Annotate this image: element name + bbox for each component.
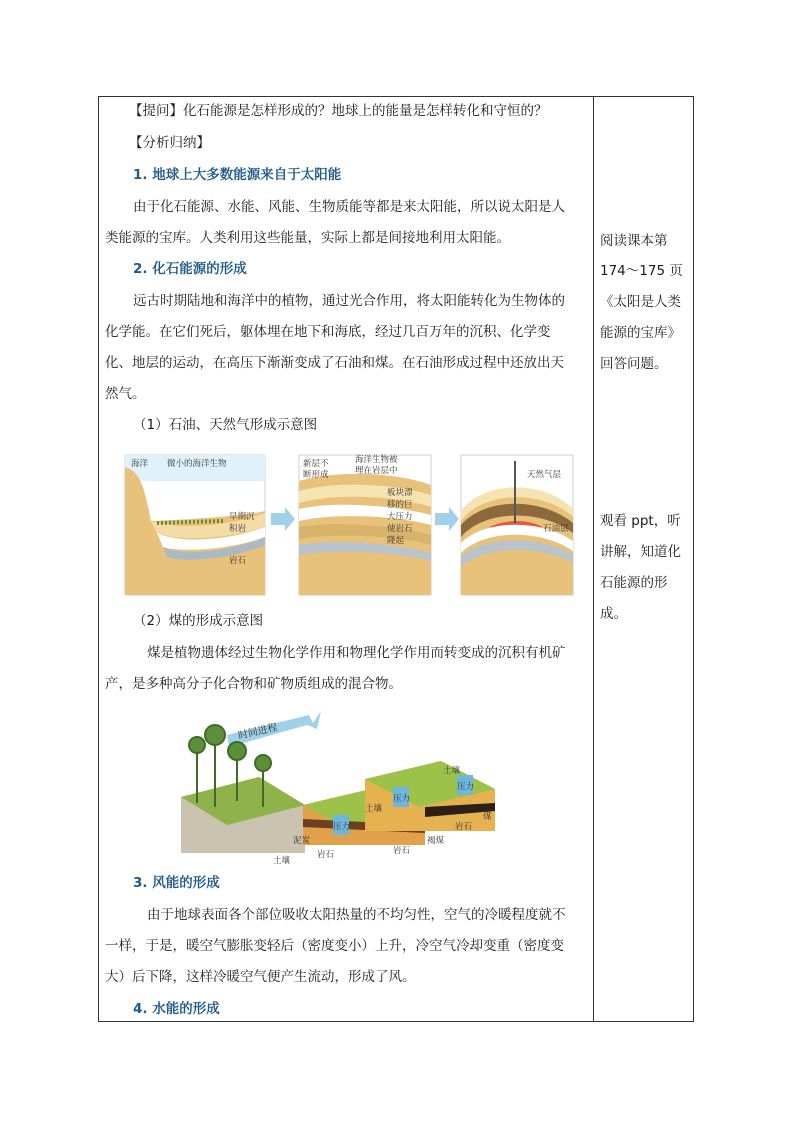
label-early-sediment-2: 积岩 — [229, 524, 247, 534]
label-rock-3: 岩石 — [317, 850, 335, 860]
section-2-title: 2. 化石能源的形成 — [133, 261, 247, 277]
label-sea-life-buried: 海洋生物被 — [355, 455, 398, 465]
label-new-layers-2: 断形成 — [303, 470, 329, 480]
coal-line: 煤是植物遗体经过生物化学作用和物理化学作用而转变成的沉积有机矿 — [147, 645, 566, 661]
figure-1-caption: （1）石油、天然气形成示意图 — [133, 417, 318, 433]
analysis-label: 【分析归纳】 — [129, 135, 210, 151]
label-oil-layer: 石油层 — [543, 524, 569, 534]
side-note-line: 回答问题。 — [600, 356, 668, 372]
section-2-line: 然气。 — [105, 386, 146, 402]
oil-panel-1 — [125, 455, 265, 595]
arrow-right — [271, 507, 295, 531]
label-rock-1: 岩石 — [393, 846, 411, 856]
label-pressure-3: 压力 — [457, 782, 475, 792]
side-note-line: 《太阳是人类 — [600, 294, 681, 310]
label-pressure-2: 压力 — [393, 794, 411, 804]
label-plate-drift-2: 移的巨 — [387, 500, 413, 510]
coal-line: 产，是多种高分子化合物和矿物质组成的混合物。 — [105, 676, 402, 692]
oil-panel-3 — [461, 455, 573, 595]
section-3-line: 大）后下降，这样冷暖空气便产生流动，形成了风。 — [105, 969, 416, 985]
oil-formation-diagram — [123, 451, 575, 597]
section-2-line: 化学能。在它们死后，躯体埋在地下和海底，经过几百万年的沉积、化学变 — [105, 324, 551, 340]
section-1-line: 由于化石能源、水能、风能、生物质能等都是来太阳能，所以说太阳是人 — [133, 199, 565, 215]
side-note-line: 174～175 页 — [600, 263, 683, 279]
label-coal: 煤 — [483, 812, 492, 822]
section-4-title: 4. 水能的形成 — [133, 1001, 220, 1017]
section-1-title: 1. 地球上大多数能源来自于太阳能 — [133, 167, 342, 183]
section-1-line: 类能源的宝库。人类利用这些能量，实际上都是间接地利用太阳能。 — [105, 230, 510, 246]
label-rock: 岩石 — [229, 556, 247, 566]
section-3-line: 由于地球表面各个部位吸收太阳热量的不均匀性，空气的冷暖程度就不 — [147, 907, 566, 923]
label-plate-drift-3: 大压力 — [387, 512, 413, 522]
label-plate-drift-4: 使岩石 — [387, 524, 413, 534]
label-lignite: 褐煤 — [427, 836, 445, 846]
label-soil-2: 土壤 — [365, 804, 383, 814]
arrow-right — [435, 507, 459, 531]
section-2-line: 远古时期陆地和海洋中的植物，通过光合作用，将太阳能转化为生物体的 — [133, 293, 565, 309]
label-soil-3: 土壤 — [443, 766, 461, 776]
content-column — [99, 97, 593, 1021]
figure-2-caption: （2）煤的形成示意图 — [133, 613, 264, 629]
activity-column — [594, 97, 694, 1021]
label-rock-2: 岩石 — [455, 822, 473, 832]
label-plate-drift: 板块漂 — [387, 488, 413, 498]
label-tiny-sea-life: 微小的海洋生物 — [167, 459, 227, 469]
question-line: 【提问】化石能源是怎样形成的？地球上的能量是怎样转化和守恒的？ — [129, 103, 548, 119]
oil-panel-2 — [299, 454, 431, 595]
section-2-line: 化、地层的运动，在高压下渐渐变成了石油和煤。在石油形成过程中还放出天 — [105, 355, 564, 371]
label-soil-1: 土壤 — [273, 856, 291, 866]
coal-formation-diagram — [179, 707, 497, 866]
label-gas-layer: 天然气层 — [527, 470, 562, 480]
label-early-sediment: 早期沉 — [229, 512, 255, 522]
label-time-progress: 时间进程 — [237, 722, 279, 742]
label-ocean: 海洋 — [131, 459, 149, 469]
side-note-line: 讲解，知道化 — [600, 544, 681, 560]
side-note-line: 成。 — [600, 606, 627, 622]
section-3-line: 一样，于是，暖空气膨胀变轻后（密度变小）上升，冷空气冷却变重（密度变 — [105, 938, 564, 954]
side-note-line: 石能源的形 — [600, 575, 668, 591]
label-sea-life-buried-2: 埋在岩层中 — [355, 466, 398, 476]
side-note-line: 能源的宝库》 — [600, 325, 681, 341]
lesson-table — [98, 96, 694, 1022]
section-3-title: 3. 风能的形成 — [133, 875, 220, 891]
label-new-layers: 新层不 — [303, 459, 329, 469]
side-note-line: 观看 ppt，听 — [600, 513, 681, 529]
side-note-line: 阅读课本第 — [600, 233, 668, 249]
label-pressure-1: 压力 — [333, 822, 351, 832]
label-plate-drift-5: 隆起 — [387, 536, 405, 546]
label-peat: 泥炭 — [293, 836, 311, 846]
